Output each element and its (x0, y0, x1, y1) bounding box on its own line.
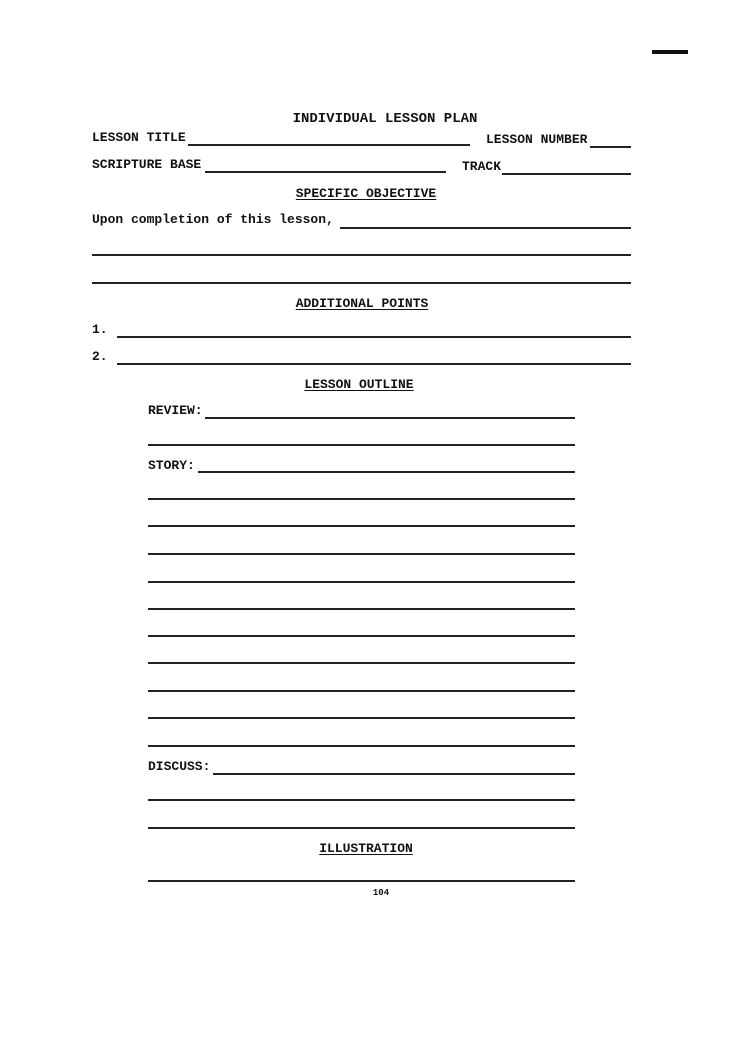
objective-line[interactable] (92, 254, 631, 256)
lesson-outline-heading: LESSON OUTLINE (304, 377, 414, 392)
discuss-label: DISCUSS: (148, 759, 211, 774)
track-label: TRACK (462, 159, 502, 174)
scan-mark (652, 50, 688, 54)
story-line[interactable] (148, 581, 575, 583)
review-label: REVIEW: (148, 403, 203, 418)
discuss-line[interactable] (148, 799, 575, 801)
story-line[interactable] (148, 662, 575, 664)
page-title: INDIVIDUAL LESSON PLAN (292, 111, 478, 127)
scripture-base-label: SCRIPTURE BASE (92, 157, 202, 172)
story-line[interactable] (148, 608, 575, 610)
point-1-field[interactable] (117, 336, 631, 338)
lesson-title-label: LESSON TITLE (92, 130, 186, 145)
story-line[interactable] (148, 525, 575, 527)
lesson-number-label: LESSON NUMBER (486, 132, 588, 147)
objective-line[interactable] (92, 282, 631, 284)
review-line[interactable] (148, 444, 575, 446)
objective-prompt: Upon completion of this lesson, (92, 212, 334, 227)
story-line[interactable] (148, 635, 575, 637)
story-line[interactable] (148, 690, 575, 692)
illustration-line[interactable] (148, 880, 575, 882)
point-1-label: 1. (92, 322, 108, 337)
additional-points-heading: ADDITIONAL POINTS (295, 296, 429, 311)
page-number: 104 (372, 888, 390, 898)
lesson-title-field[interactable] (188, 144, 470, 146)
lesson-number-field[interactable] (590, 146, 631, 148)
discuss-field[interactable] (213, 773, 575, 775)
story-line[interactable] (148, 717, 575, 719)
discuss-line[interactable] (148, 827, 575, 829)
story-field[interactable] (198, 471, 575, 473)
point-2-field[interactable] (117, 363, 631, 365)
review-field[interactable] (205, 417, 575, 419)
point-2-label: 2. (92, 349, 108, 364)
objective-field[interactable] (340, 227, 631, 229)
illustration-heading: ILLUSTRATION (319, 841, 413, 856)
story-line[interactable] (148, 553, 575, 555)
story-line[interactable] (148, 745, 575, 747)
scripture-base-field[interactable] (205, 171, 446, 173)
specific-objective-heading: SPECIFIC OBJECTIVE (295, 186, 437, 201)
story-label: STORY: (148, 458, 195, 473)
story-line[interactable] (148, 498, 575, 500)
track-field[interactable] (502, 173, 631, 175)
